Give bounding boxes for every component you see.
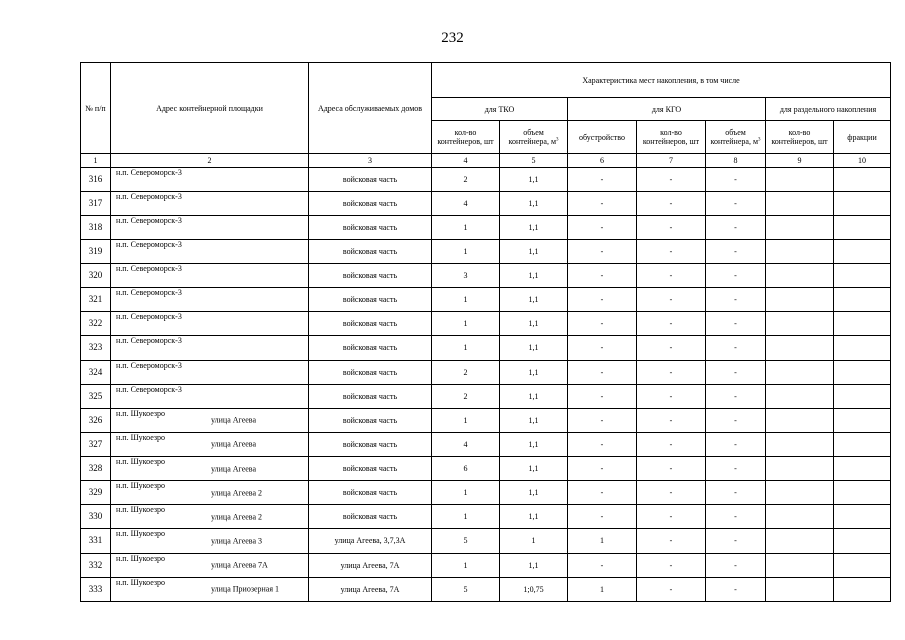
kgo-equipment: - (568, 553, 637, 577)
kgo-equipment: - (568, 167, 637, 191)
kgo-equipment: - (568, 312, 637, 336)
kgo-container-volume: - (706, 239, 766, 263)
kgo-equipment: - (568, 457, 637, 481)
tko-container-count: 5 (432, 577, 500, 601)
settlement-name: н.п. Североморск-3 (116, 360, 182, 370)
table-row (81, 384, 891, 408)
kgo-container-volume: - (706, 384, 766, 408)
kgo-container-count: - (637, 215, 706, 239)
header-kgo: для КГО (568, 98, 766, 121)
street-name: улица Агеева 2 (211, 512, 263, 522)
kgo-container-count: - (637, 457, 706, 481)
table-row (81, 505, 891, 529)
street-name: улица Агеева 3 (211, 536, 263, 546)
separate-fraction (834, 167, 891, 191)
table-row (81, 288, 891, 312)
tko-container-count: 6 (432, 457, 500, 481)
served-houses: войсковая часть (309, 505, 432, 529)
kgo-equipment: - (568, 408, 637, 432)
table-row (81, 408, 891, 432)
separate-fraction (834, 408, 891, 432)
separate-container-count (766, 336, 834, 360)
table-row (81, 529, 891, 553)
settlement-name: н.п. Североморск-3 (116, 191, 182, 201)
settlement-name: н.п. Шукоезро (116, 577, 166, 587)
kgo-container-count: - (637, 481, 706, 505)
site-address (111, 529, 309, 553)
separate-fraction (834, 191, 891, 215)
tko-container-count: 2 (432, 167, 500, 191)
settlement-name: н.п. Шукоезро (116, 553, 166, 563)
kgo-container-volume: - (706, 336, 766, 360)
separate-fraction (834, 215, 891, 239)
kgo-container-count: - (637, 239, 706, 263)
row-number: 327 (81, 432, 111, 456)
header-characteristic: Характеристика мест накопления, в том числе (432, 63, 891, 98)
kgo-container-count: - (637, 264, 706, 288)
separate-fraction (834, 432, 891, 456)
table-row (81, 336, 891, 360)
kgo-container-count: - (637, 408, 706, 432)
row-number: 321 (81, 288, 111, 312)
tko-container-volume: 1,1 (500, 360, 568, 384)
kgo-equipment: - (568, 336, 637, 360)
row-number: 331 (81, 529, 111, 553)
served-houses: войсковая часть (309, 239, 432, 263)
header-served: Адреса обслуживаемых домов (309, 63, 432, 154)
header-tko-volume: объем контейнера, $м^3$ (500, 121, 568, 154)
table-row (81, 312, 891, 336)
separate-container-count (766, 312, 834, 336)
kgo-container-volume: - (706, 360, 766, 384)
separate-fraction (834, 457, 891, 481)
separate-container-count (766, 167, 834, 191)
tko-container-count: 1 (432, 481, 500, 505)
tko-container-volume: 1,1 (500, 457, 568, 481)
tko-container-count: 3 (432, 264, 500, 288)
tko-container-volume: 1,1 (500, 384, 568, 408)
site-address (111, 577, 309, 601)
kgo-container-count: - (637, 167, 706, 191)
kgo-container-count: - (637, 288, 706, 312)
street-name: улица Агеева 2 (211, 488, 263, 498)
tko-container-volume: 1,1 (500, 167, 568, 191)
separate-fraction (834, 264, 891, 288)
separate-container-count (766, 457, 834, 481)
site-address (111, 264, 309, 288)
tko-container-volume: 1,1 (500, 481, 568, 505)
row-number: 322 (81, 312, 111, 336)
row-number: 328 (81, 457, 111, 481)
tko-container-volume: 1;0,75 (500, 577, 568, 601)
settlement-name: н.п. Шукоезро (116, 481, 166, 491)
site-address (111, 505, 309, 529)
separate-container-count (766, 553, 834, 577)
separate-fraction (834, 384, 891, 408)
settlement-name: н.п. Североморск-3 (116, 384, 182, 394)
kgo-equipment: - (568, 432, 637, 456)
separate-fraction (834, 577, 891, 601)
column-number: 9 (766, 154, 834, 167)
separate-container-count (766, 288, 834, 312)
separate-fraction (834, 553, 891, 577)
tko-container-volume: 1 (500, 529, 568, 553)
tko-container-count: 5 (432, 529, 500, 553)
served-houses: улица Агеева, 7А (309, 553, 432, 577)
street-name: улица Агеева (211, 464, 257, 474)
header-kgo-count: кол-во контейнеров, шт (637, 121, 706, 154)
separate-fraction (834, 239, 891, 263)
separate-fraction (834, 312, 891, 336)
kgo-container-volume: - (706, 312, 766, 336)
separate-container-count (766, 529, 834, 553)
tko-container-count: 1 (432, 553, 500, 577)
separate-container-count (766, 360, 834, 384)
row-number: 330 (81, 505, 111, 529)
kgo-container-count: - (637, 312, 706, 336)
site-address (111, 408, 309, 432)
tko-container-count: 4 (432, 432, 500, 456)
row-number: 320 (81, 264, 111, 288)
table-row (81, 239, 891, 263)
kgo-container-volume: - (706, 505, 766, 529)
kgo-container-count: - (637, 336, 706, 360)
site-address (111, 312, 309, 336)
kgo-container-count: - (637, 505, 706, 529)
kgo-container-count: - (637, 191, 706, 215)
settlement-name: н.п. Североморск-3 (116, 264, 182, 274)
kgo-equipment: 1 (568, 529, 637, 553)
header-fraction: фракции (834, 121, 891, 154)
settlement-name: н.п. Североморск-3 (116, 312, 182, 322)
row-number: 319 (81, 239, 111, 263)
separate-container-count (766, 408, 834, 432)
settlement-name: н.п. Североморск-3 (116, 215, 182, 225)
kgo-container-count: - (637, 553, 706, 577)
tko-container-count: 1 (432, 312, 500, 336)
tko-container-count: 2 (432, 360, 500, 384)
kgo-container-count: - (637, 529, 706, 553)
row-number: 326 (81, 408, 111, 432)
tko-container-volume: 1,1 (500, 191, 568, 215)
site-address (111, 432, 309, 456)
kgo-container-count: - (637, 360, 706, 384)
settlement-name: н.п. Североморск-3 (116, 336, 182, 346)
served-houses: войсковая часть (309, 408, 432, 432)
column-number: 6 (568, 154, 637, 167)
kgo-equipment: - (568, 384, 637, 408)
settlement-name: н.п. Шукоезро (116, 505, 166, 515)
tko-container-volume: 1,1 (500, 288, 568, 312)
column-number: 5 (500, 154, 568, 167)
settlement-name: н.п. Североморск-3 (116, 288, 182, 298)
tko-container-count: 1 (432, 239, 500, 263)
kgo-equipment: - (568, 288, 637, 312)
kgo-container-volume: - (706, 457, 766, 481)
served-houses: войсковая часть (309, 215, 432, 239)
table-row (81, 264, 891, 288)
served-houses: войсковая часть (309, 336, 432, 360)
tko-container-count: 2 (432, 384, 500, 408)
served-houses: войсковая часть (309, 288, 432, 312)
kgo-container-volume: - (706, 288, 766, 312)
tko-container-volume: 1,1 (500, 239, 568, 263)
page-number: 232 (441, 30, 464, 46)
served-houses: войсковая часть (309, 264, 432, 288)
served-houses: войсковая часть (309, 191, 432, 215)
site-address (111, 457, 309, 481)
table-row (81, 215, 891, 239)
settlement-name: н.п. Шукоезро (116, 457, 166, 467)
site-address (111, 191, 309, 215)
row-number: 329 (81, 481, 111, 505)
kgo-container-volume: - (706, 191, 766, 215)
table-row (81, 577, 891, 601)
settlement-name: н.п. Шукоезро (116, 408, 166, 418)
tko-container-count: 1 (432, 215, 500, 239)
served-houses: улица Агеева, 3,7,3А (309, 529, 432, 553)
street-name: улица Агеева (211, 439, 257, 449)
kgo-container-volume: - (706, 529, 766, 553)
separate-fraction (834, 529, 891, 553)
container-sites-table (80, 62, 891, 602)
served-houses: войсковая часть (309, 384, 432, 408)
kgo-container-volume: - (706, 264, 766, 288)
site-address (111, 167, 309, 191)
tko-container-count: 1 (432, 408, 500, 432)
separate-container-count (766, 505, 834, 529)
table-row (81, 360, 891, 384)
street-name: улица Агеева 7А (211, 560, 268, 570)
separate-fraction (834, 360, 891, 384)
column-number: 7 (637, 154, 706, 167)
row-number: 325 (81, 384, 111, 408)
column-number-row (81, 154, 891, 167)
kgo-container-volume: - (706, 408, 766, 432)
kgo-container-volume: - (706, 553, 766, 577)
site-address (111, 215, 309, 239)
separate-fraction (834, 336, 891, 360)
tko-container-volume: 1,1 (500, 312, 568, 336)
kgo-container-count: - (637, 384, 706, 408)
settlement-name: н.п. Шукоезро (116, 529, 166, 539)
served-houses: улица Агеева, 7А (309, 577, 432, 601)
kgo-equipment: - (568, 191, 637, 215)
settlement-name: н.п. Североморск-3 (116, 239, 182, 249)
column-number: 8 (706, 154, 766, 167)
street-name: улица Агеева (211, 415, 257, 425)
kgo-equipment: - (568, 239, 637, 263)
settlement-name: н.п. Североморск-3 (116, 167, 182, 177)
tko-container-volume: 1,1 (500, 408, 568, 432)
separate-fraction (834, 481, 891, 505)
served-houses: войсковая часть (309, 360, 432, 384)
header-kgo-volume: объем контейнера, $м^3$ (706, 121, 766, 154)
tko-container-volume: 1,1 (500, 336, 568, 360)
tko-container-volume: 1,1 (500, 553, 568, 577)
header-num: № п/п (81, 63, 111, 154)
row-number: 317 (81, 191, 111, 215)
kgo-container-volume: - (706, 481, 766, 505)
table-row (81, 432, 891, 456)
site-address (111, 481, 309, 505)
column-number: 3 (309, 154, 432, 167)
row-number: 316 (81, 167, 111, 191)
street-name: улица Приозерная 1 (211, 584, 280, 594)
tko-container-count: 4 (432, 191, 500, 215)
tko-container-volume: 1,1 (500, 432, 568, 456)
table-row (81, 481, 891, 505)
served-houses: войсковая часть (309, 167, 432, 191)
row-number: 323 (81, 336, 111, 360)
kgo-container-count: - (637, 577, 706, 601)
header-separate-count: кол-во контейнеров, шт (766, 121, 834, 154)
kgo-equipment: - (568, 264, 637, 288)
column-number: 10 (834, 154, 891, 167)
separate-fraction (834, 288, 891, 312)
tko-container-count: 1 (432, 288, 500, 312)
tko-container-volume: 1,1 (500, 505, 568, 529)
separate-container-count (766, 432, 834, 456)
site-address (111, 239, 309, 263)
site-address (111, 384, 309, 408)
tko-container-count: 1 (432, 336, 500, 360)
table-row (81, 457, 891, 481)
site-address (111, 360, 309, 384)
kgo-container-volume: - (706, 167, 766, 191)
served-houses: войсковая часть (309, 432, 432, 456)
row-number: 333 (81, 577, 111, 601)
tko-container-count: 1 (432, 505, 500, 529)
column-number: 1 (81, 154, 111, 167)
separate-container-count (766, 481, 834, 505)
separate-fraction (834, 505, 891, 529)
column-number: 2 (111, 154, 309, 167)
kgo-equipment: - (568, 505, 637, 529)
served-houses: войсковая часть (309, 481, 432, 505)
settlement-name: н.п. Шукоезро (116, 432, 166, 442)
kgo-equipment: 1 (568, 577, 637, 601)
table-row (81, 553, 891, 577)
separate-container-count (766, 384, 834, 408)
site-address (111, 553, 309, 577)
served-houses: войсковая часть (309, 312, 432, 336)
site-address (111, 336, 309, 360)
kgo-container-count: - (637, 432, 706, 456)
site-address (111, 288, 309, 312)
separate-container-count (766, 264, 834, 288)
column-number: 4 (432, 154, 500, 167)
kgo-container-volume: - (706, 577, 766, 601)
separate-container-count (766, 215, 834, 239)
tko-container-volume: 1,1 (500, 215, 568, 239)
separate-container-count (766, 191, 834, 215)
served-houses: войсковая часть (309, 457, 432, 481)
kgo-container-volume: - (706, 432, 766, 456)
header-tko: для ТКО (432, 98, 568, 121)
kgo-equipment: - (568, 215, 637, 239)
separate-container-count (766, 239, 834, 263)
table-row (81, 191, 891, 215)
header-address: Адрес контейнерной площадки (111, 63, 309, 154)
header-tko-count: кол-во контейнеров, шт (432, 121, 500, 154)
header-separate: для раздельного накопления (766, 98, 891, 121)
row-number: 332 (81, 553, 111, 577)
row-number: 318 (81, 215, 111, 239)
kgo-equipment: - (568, 360, 637, 384)
tko-container-volume: 1,1 (500, 264, 568, 288)
header-equipment: обустройство (568, 121, 637, 154)
kgo-equipment: - (568, 481, 637, 505)
kgo-container-volume: - (706, 215, 766, 239)
table-row (81, 167, 891, 191)
row-number: 324 (81, 360, 111, 384)
separate-container-count (766, 577, 834, 601)
